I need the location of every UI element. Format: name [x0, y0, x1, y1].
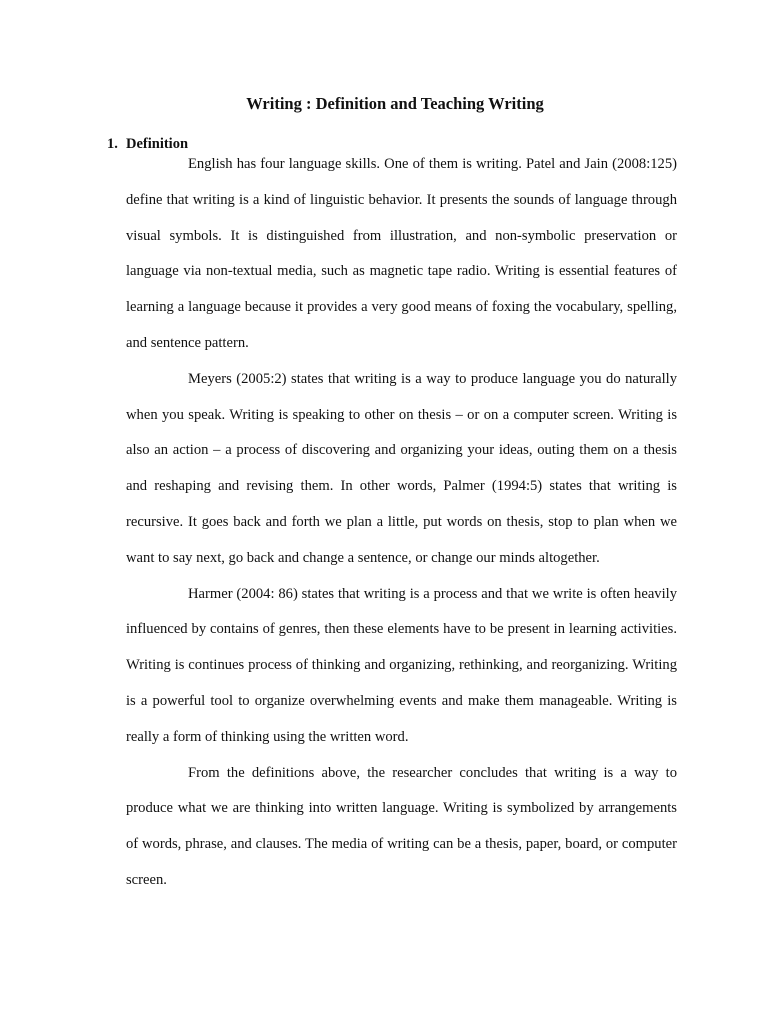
section-number: 1. — [107, 136, 118, 152]
paragraph-2: Meyers (2005:2) states that writing is a way to produce language you do naturally when you speak. Writing is speaking to other on thesis – or on a computer screen. Writing is also an action – a process of discovering and organizing your ideas, outing them on a thesis and reshaping and revising them. In other words, Palmer (1994:5) states that writing is recursive. It goes back and forth we plan a little, put words on thesis, stop to plan when we want to say next, go back and change a sentence, or change our minds altogether. — [126, 370, 677, 566]
paragraph-3: Harmer (2004: 86) states that writing is a process and that we write is often heavily influenced by contains of genres, then these elements have to be present in learning activities. Writing is continues process of thinking and organizing, rethinking, and reorganizing. Writing is a powerful tool to organize overwhelming events and make them manageable. Writing is really a form of thinking using the written word. — [126, 585, 677, 745]
paragraph-4: From the definitions above, the researcher concludes that writing is a way to produce what we are thinking into written language. Writing is symbolized by arrangements of words, phrase, and clauses. The media of writing can be a thesis, paper, board, or computer screen. — [126, 764, 677, 888]
section-heading-text: Definition — [126, 136, 189, 152]
document-body — [126, 147, 677, 899]
paragraph-1: English has four language skills. One of them is writing. Patel and Jain (2008:125) define that writing is a kind of linguistic behavior. It presents the sounds of language through visual symbols. It is distinguished from illustration, and non-symbolic preservation or language via non-textual media, such as magnetic tape radio. Writing is essential features of learning a language because it provides a very good means of foxing the vocabulary, spelling, and sentence pattern. — [126, 156, 677, 351]
document-title: Writing : Definition and Teaching Writing — [246, 94, 544, 113]
